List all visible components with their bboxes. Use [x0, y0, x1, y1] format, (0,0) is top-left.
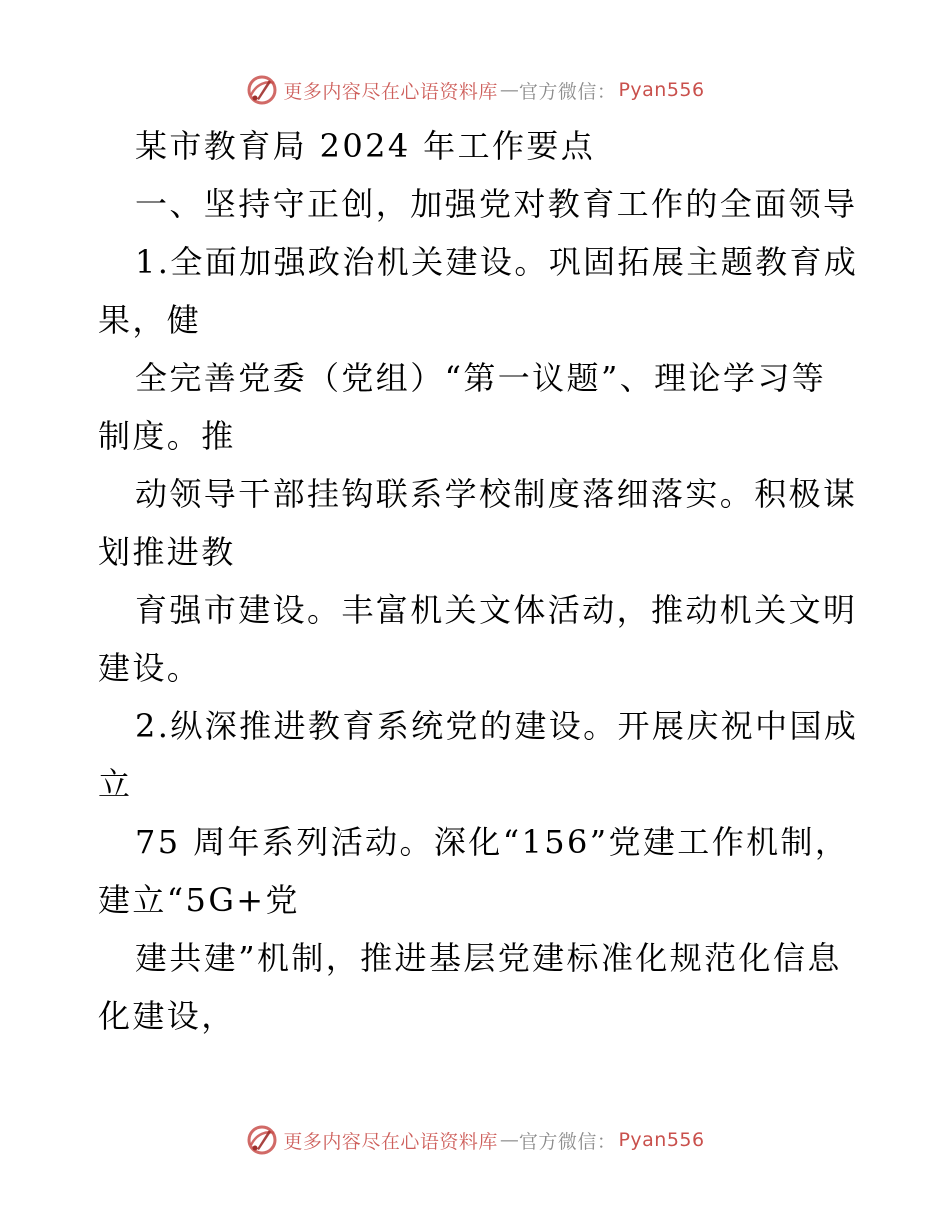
document-line: 划推进教 [98, 533, 236, 571]
banner-official-label: 官方微信： [518, 80, 617, 103]
document-line: 2.纵深推进教育系统党的建设。开展庆祝中国成 [135, 707, 859, 745]
document-line: 某市教育局 2024 年工作要点 [135, 127, 596, 165]
document-line: 1.全面加强政治机关建设。巩固拓展主题教育成 [135, 243, 859, 281]
document-body [98, 117, 858, 1045]
quill-swirl-logo-icon [245, 73, 279, 107]
document-line: 建共建”机制，推进基层党建标准化规范化信息 [135, 939, 842, 977]
document-line: 制度。推 [98, 417, 236, 455]
footer-banner [0, 1120, 950, 1160]
banner-dash: — [499, 79, 517, 101]
banner-site-text: 更多内容尽在心语资料库 [283, 80, 498, 103]
document-line: 一、坚持守正创，加强党对教育工作的全面领导 [135, 185, 858, 223]
document-line: 动领导干部挂钩联系学校制度落细落实。积极谋 [135, 475, 858, 513]
banner-dash: — [499, 1129, 517, 1151]
banner-wechat-id: Pyan556 [618, 1129, 705, 1151]
banner-official-label: 官方微信： [518, 1130, 617, 1153]
document-line: 化建设， [98, 997, 236, 1035]
document-line: 建设。 [98, 649, 202, 687]
document-line: 果，健 [98, 301, 202, 339]
document-line: 75 周年系列活动。深化“156”党建工作机制， [135, 823, 850, 861]
document-line: 建立“5G+党 [98, 881, 300, 919]
quill-swirl-logo-icon [245, 1123, 279, 1157]
banner-site-text: 更多内容尽在心语资料库 [283, 1130, 498, 1153]
document-line: 立 [98, 765, 133, 803]
document-line: 育强市建设。丰富机关文体活动，推动机关文明 [135, 591, 858, 629]
banner-wechat-id: Pyan556 [618, 79, 705, 101]
header-banner [0, 70, 950, 110]
document-line: 全完善党委（党组）“第一议题”、理论学习等 [135, 359, 827, 397]
